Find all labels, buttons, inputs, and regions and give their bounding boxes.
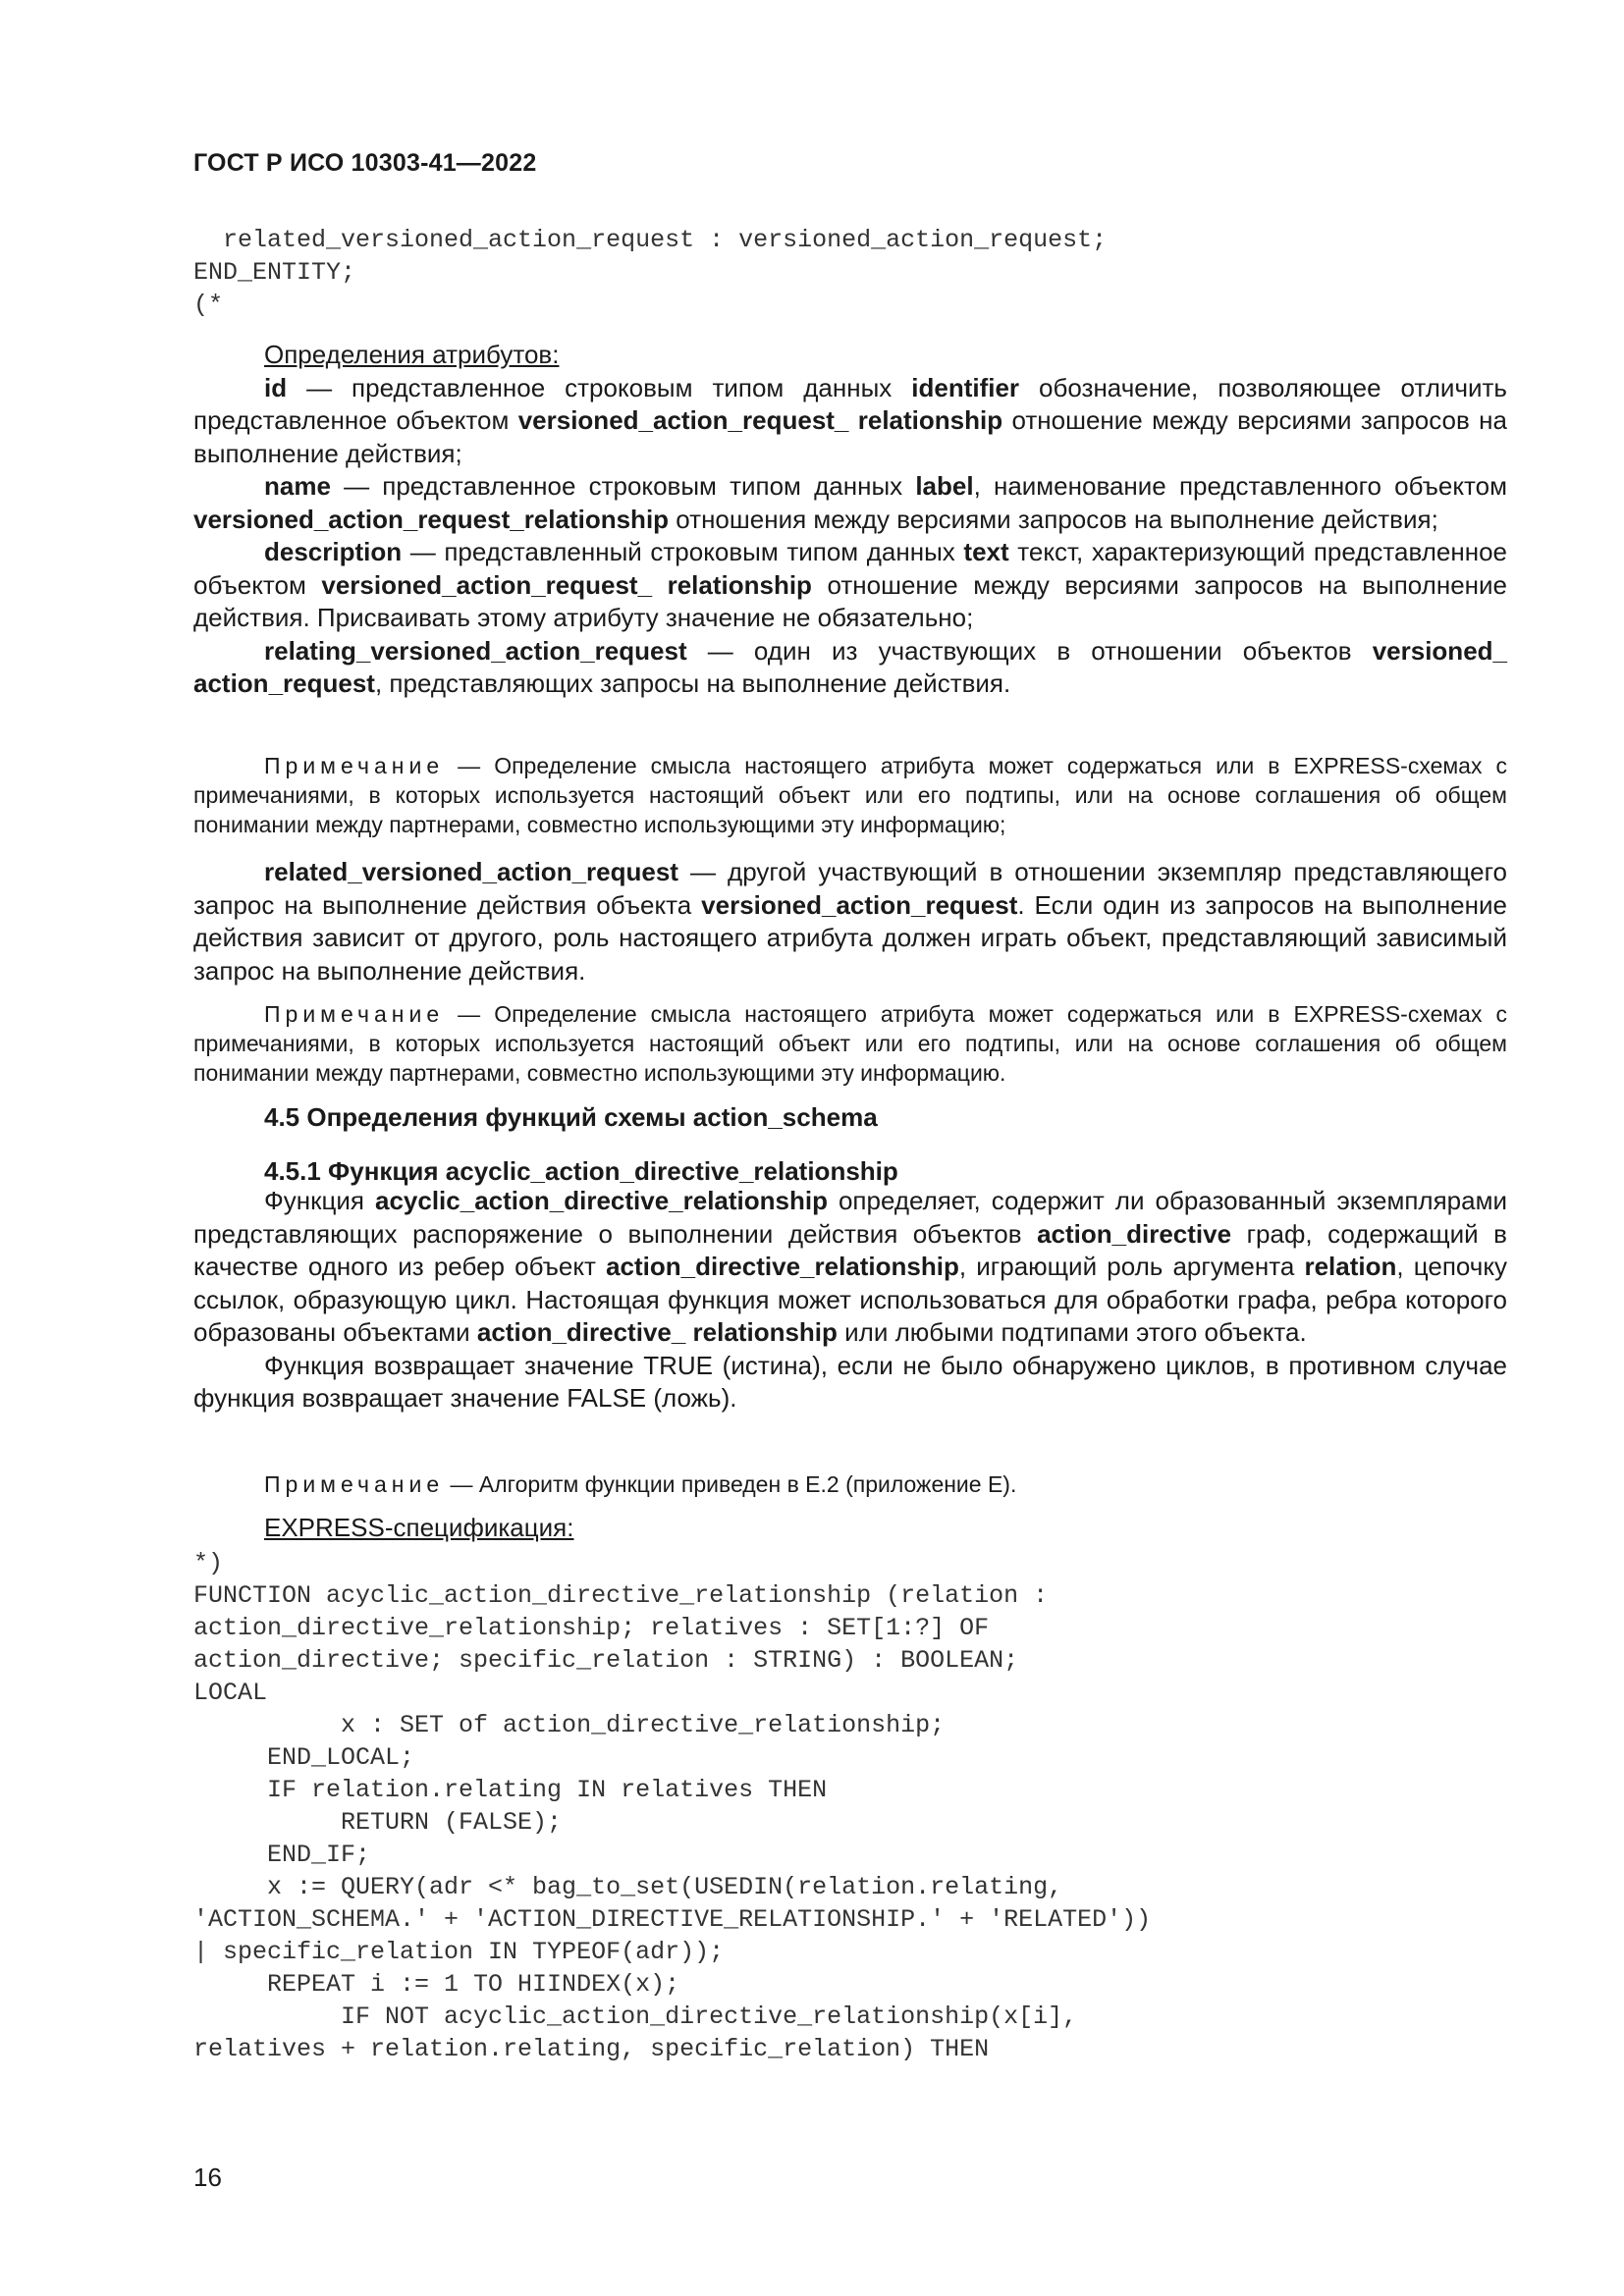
section-4-5-1-heading: 4.5.1 Функция acyclic_action_directive_relationship [264,1156,898,1186]
express-spec-heading-wrap [193,1512,1507,1545]
attr-name: name — представленное строковым типом данных label, наименование представленного объектом versioned_action_request_relationship отношения между версиями запросов на выполнение действия; [193,471,1507,534]
attr-related-section [193,856,1507,988]
attr-id: id — представленное строковым типом данных identifier обозначение, позволяющее отличить представленное объектом versioned_action_request_ relationship отношение между версиями запросов на выполнение действия; [193,372,1507,468]
function-para-1: Функция acyclic_action_directive_relationship определяет, содержит ли образованный экземплярами представляющих распоряжение о выполнении действия объектов action_directive граф, содержащий в качестве одного из ребер объект action_directive_relationship, играющий роль аргумента relation, цепочку ссылок, образующую цикл. Настоящая функция может использоваться для обработки графа, ребра которого образованы объектами action_directive_ relationship или любыми подтипами этого объекта. [193,1186,1507,1347]
document-header: ГОСТ Р ИСО 10303-41—2022 [193,149,537,177]
express-spec-heading: EXPRESS-спецификация: [264,1513,574,1542]
code-block-function: *) FUNCTION acyclic_action_directive_relationship (relation : action_directive_relationship; relatives : SET[1:?] OF action_directive; specific_relation : STRING) : BOOLEAN; LOCAL x : SET of action_directive_relationship; END_LOCAL; IF relation.relating IN relatives THEN RETURN (FALSE); END_IF; x := QUERY(adr <* bag_to_set(USEDIN(relation.relating, 'ACTION_SCHEMA.' + 'ACTION_DIRECTIVE_RELATIONSHIP.' + 'RELATED')) | specific_relation IN TYPEOF(adr)); REPEAT i := 1 TO HIINDEX(x); IF NOT acyclic_action_directive_relationship(x[i], relatives + relation.relating, specific_relation) THEN [193,1549,1152,2063]
attributes-heading: Определения атрибутов: [264,340,560,369]
section-4-5-heading: 4.5 Определения функций схемы action_schema [264,1102,878,1132]
attributes-section [193,339,1507,701]
function-para-2: Функция возвращает значение TRUE (истина), если не было обнаружено циклов, в противном случае функция возвращает значение FALSE (ложь). [193,1350,1507,1413]
note-3: Примечание — Алгоритм функции приведен в Е.2 (приложение Е). [264,1471,1017,1497]
attr-description: description — представленный строковым типом данных text текст, характеризующий представленное объектом versioned_action_request_ relationship отношение между версиями запросов на выполнение действия. Присваивать этому атрибуту значение не обязательно; [193,537,1507,632]
note-2: Примечание — Определение смысла настоящего атрибута может содержаться или в EXPRESS-схемах с примечаниями, в которых используется настоящий объект или его подтипы, или на основе соглашения об общем понимании между партнерами, совместно использующими эту информацию. [193,1001,1507,1086]
code-block-top: related_versioned_action_request : versioned_action_request; END_ENTITY; (* [193,226,1108,319]
note-1: Примечание — Определение смысла настоящего атрибута может содержаться или в EXPRESS-схемах с примечаниями, в которых используется настоящий объект или его подтипы, или на основе соглашения об общем понимании между партнерами, совместно использующими эту информацию; [193,753,1507,837]
function-description [193,1185,1507,1415]
page-number: 16 [193,2163,222,2192]
attr-related: related_versioned_action_request — другой участвующий в отношении экземпляр представляющего запрос на выполнение действия объекта versioned_action_request. Если один из запросов на выполнение действия зависит от другого, роль настоящего атрибута должен играть объект, представляющий зависимый запрос на выполнение действия. [193,857,1507,986]
attr-relating: relating_versioned_action_request — один из участвующих в отношении объектов versioned_ action_request, представляющих запросы на выполнение действия. [193,635,1507,698]
